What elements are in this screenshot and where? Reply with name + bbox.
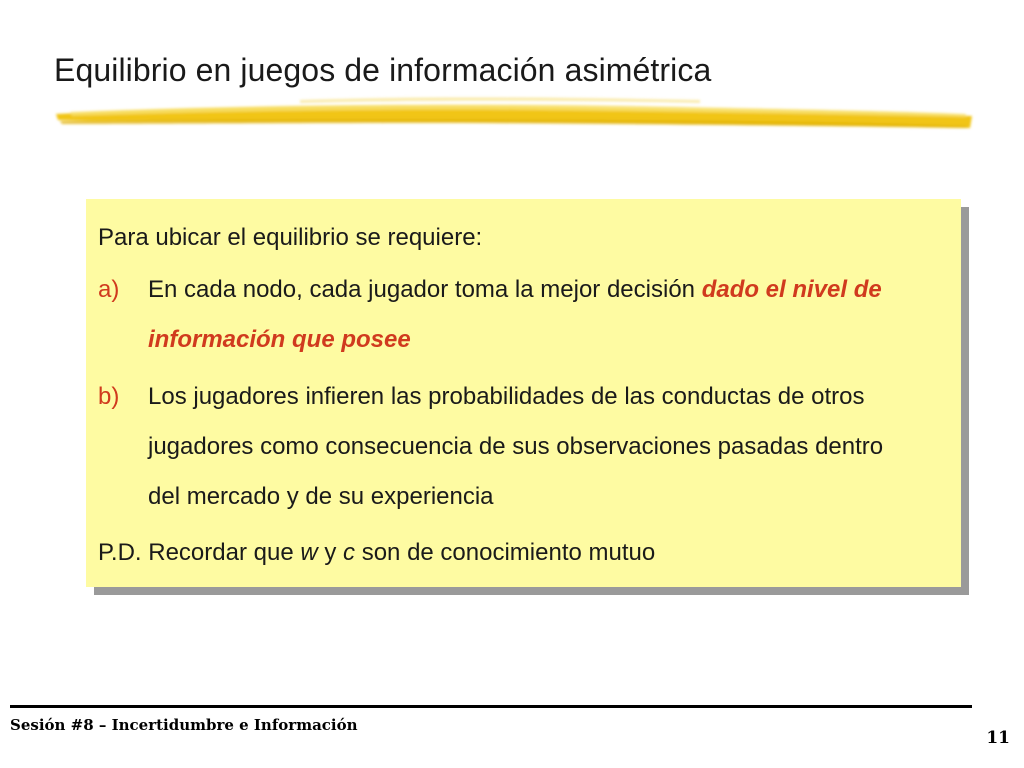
list-item-a-plain: En cada nodo, cada jugador toma la mejor decisión (148, 276, 702, 303)
note-text (98, 528, 655, 578)
footer-divider (10, 705, 972, 708)
list-item-a (98, 265, 918, 365)
intro-text: Para ubicar el equilibrio se requiere: (98, 224, 483, 251)
note-part-2: y (317, 539, 344, 566)
note-part-3: son de conocimiento mutuo (355, 539, 656, 566)
list-item-a-emphasis: dado el nivel de información que posee (148, 276, 882, 353)
list-marker-b: b) (98, 383, 120, 410)
footer-session-title: Sesión #8 – Incertidumbre e Información (10, 716, 358, 734)
note-var-w: w (300, 539, 318, 566)
slide-title: Equilibrio en juegos de información asimétrica (54, 52, 712, 88)
note-var-c: c (343, 539, 356, 566)
list-item-a-text (148, 265, 918, 365)
note-part-1: P.D. Recordar que (98, 539, 301, 566)
title-underline-brush (0, 0, 1024, 160)
page-number: 11 (986, 728, 1010, 748)
list-item-b (98, 372, 918, 522)
info-box (86, 199, 961, 587)
list-marker-a: a) (98, 276, 120, 303)
list-item-b-text: Los jugadores infieren las probabilidades de las conductas de otros jugadores como consecuencia de sus observaciones pasadas dentro del mercado y de su experiencia (148, 383, 884, 510)
